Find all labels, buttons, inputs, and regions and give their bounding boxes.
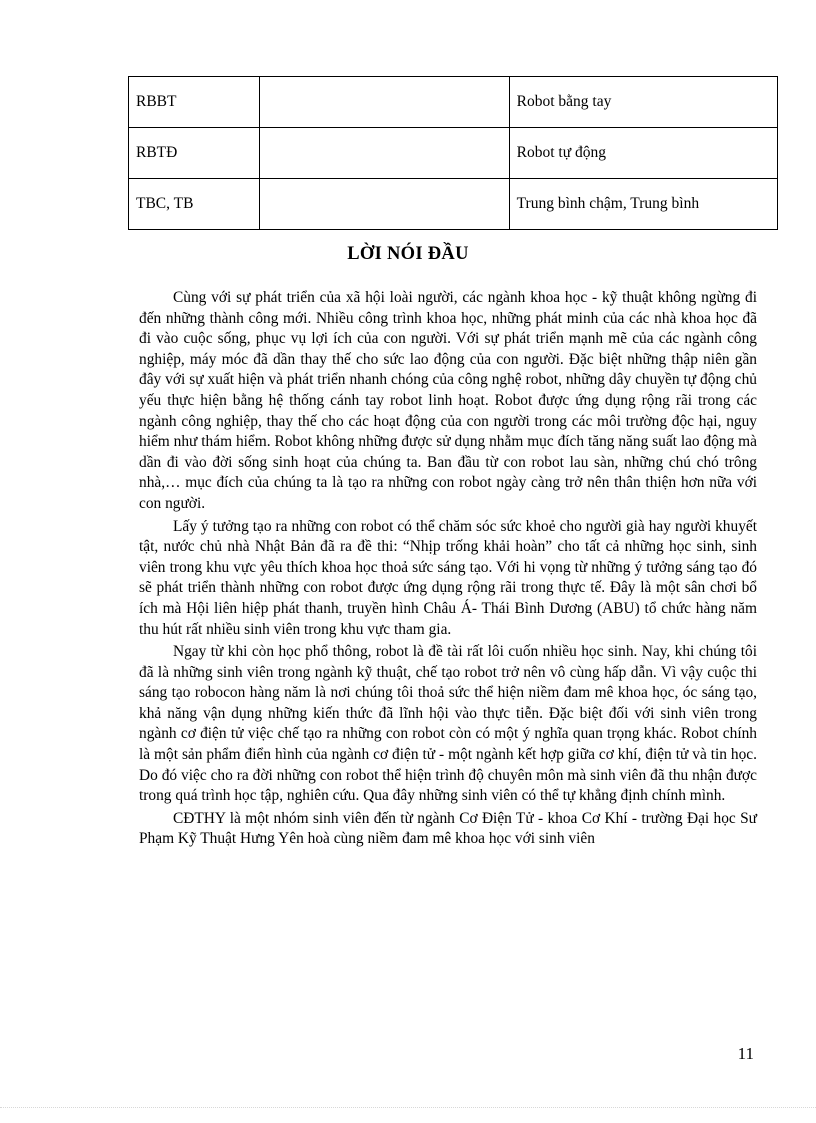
table-row [129,128,778,179]
abbreviation-cell: RBBT [129,77,260,128]
meaning-cell: Robot bằng tay [509,77,777,128]
paragraph: CĐTHY là một nhóm sinh viên đến từ ngành Cơ Điện Tử - khoa Cơ Khí - trường Đại học Sư Phạm Kỹ Thuật Hưng Yên hoà cùng niềm đam mê khoa học với sinh viên [139,809,757,848]
paragraph: Ngay từ khi còn học phổ thông, robot là đề tài rất lôi cuốn nhiều học sinh. Nay, khi chúng tôi đã là những sinh viên trong ngành kỹ thuật, chế tạo robot trở nên vô cùng hấp dẫn. Vì vậy cuộc thi sáng tạo robocon hàng năm là nơi chúng tôi thoả sức thể hiện niềm đam mê khoa học, óc sáng tạo, khả năng vận dụng những kiến thức đã lĩnh hội vào thực tiễn. Đặc biệt đối với sinh viên trong ngành cơ điện tử việc chế tạo ra những con robot còn có một ý nghĩa quan trọng khác. Robot chính là một sản phẩm điển hình của ngành cơ điện tử - một ngành kết hợp giữa cơ khí, điện tử và tin học. Do đó việc cho ra đời những con robot thể hiện trình độ chuyên môn mà sinh viên đã thu nhận được trong quá trình học tập, nghiên cứu. Qua đây những sinh viên có thể tự khẳng định chính mình. [139,643,757,805]
page-number: 11 [737,1044,754,1063]
empty-cell [260,128,509,179]
abbreviation-cell: RBTĐ [129,128,260,179]
paragraph: Cùng với sự phát triển của xã hội loài người, các ngành khoa học - kỹ thuật không ngừng đi đến những thành công mới. Nhiều công trình khoa học, những phát minh của các nhà khoa học đã đi vào cuộc sống, phục vụ lợi ích của con người. Với sự phát triển mạnh mẽ của các ngành công nghiệp, máy móc đã dần thay thế cho sức lao động của con người. Đặc biệt những thập niên gần đây với sự xuất hiện và phát triển nhanh chóng của công nghệ robot, những dây chuyền tự động chủ yếu thực hiện bằng hệ thống cánh tay robot linh hoạt. Robot được ứng dụng rộng rãi trong các ngành công nghiệp, thay thế cho các hoạt động của con người trong các môi trường độc hại, nguy hiểm như thám hiểm. Robot không những được sử dụng nhằm mục đích tăng năng suất lao động mà dần đi vào đời sống sinh hoạt của chúng ta. Ban đầu từ con robot lau sàn, những chú chó trông nhà,… mục đích của chúng ta là tạo ra những con robot ngày càng trở nên thân thiện hơn nữa với con người. [139,289,757,512]
meaning-cell: Robot tự động [509,128,777,179]
table-row [129,179,778,230]
empty-cell [260,77,509,128]
empty-cell [260,179,509,230]
meaning-cell: Trung bình chậm, Trung bình [509,179,777,230]
abbreviation-table [128,76,778,230]
body-text [139,288,757,852]
abbreviation-cell: TBC, TB [129,179,260,230]
section-title: LỜI NÓI ĐẦU [347,244,469,264]
paragraph: Lấy ý tưởng tạo ra những con robot có thể chăm sóc sức khoẻ cho người già hay người khuyết tật, nước chủ nhà Nhật Bản đã ra đề thi: “Nhịp trống khải hoàn” cho tất cả những học sinh, sinh viên trong khu vực yêu thích khoa học thoả sức sáng tạo. Với hi vọng từ những ý tưởng sáng tạo đó sẽ phát triển thành những con robot được ứng dụng rộng rãi trong thực tế. Đây là một sân chơi bổ ích mà Hội liên hiệp phát thanh, truyền hình Châu Á- Thái Bình Dương (ABU) tổ chức hàng năm thu hút rất nhiều sinh viên trong khu vực tham gia. [139,517,757,638]
page-bottom-border [0,1107,816,1108]
table-row [129,77,778,128]
